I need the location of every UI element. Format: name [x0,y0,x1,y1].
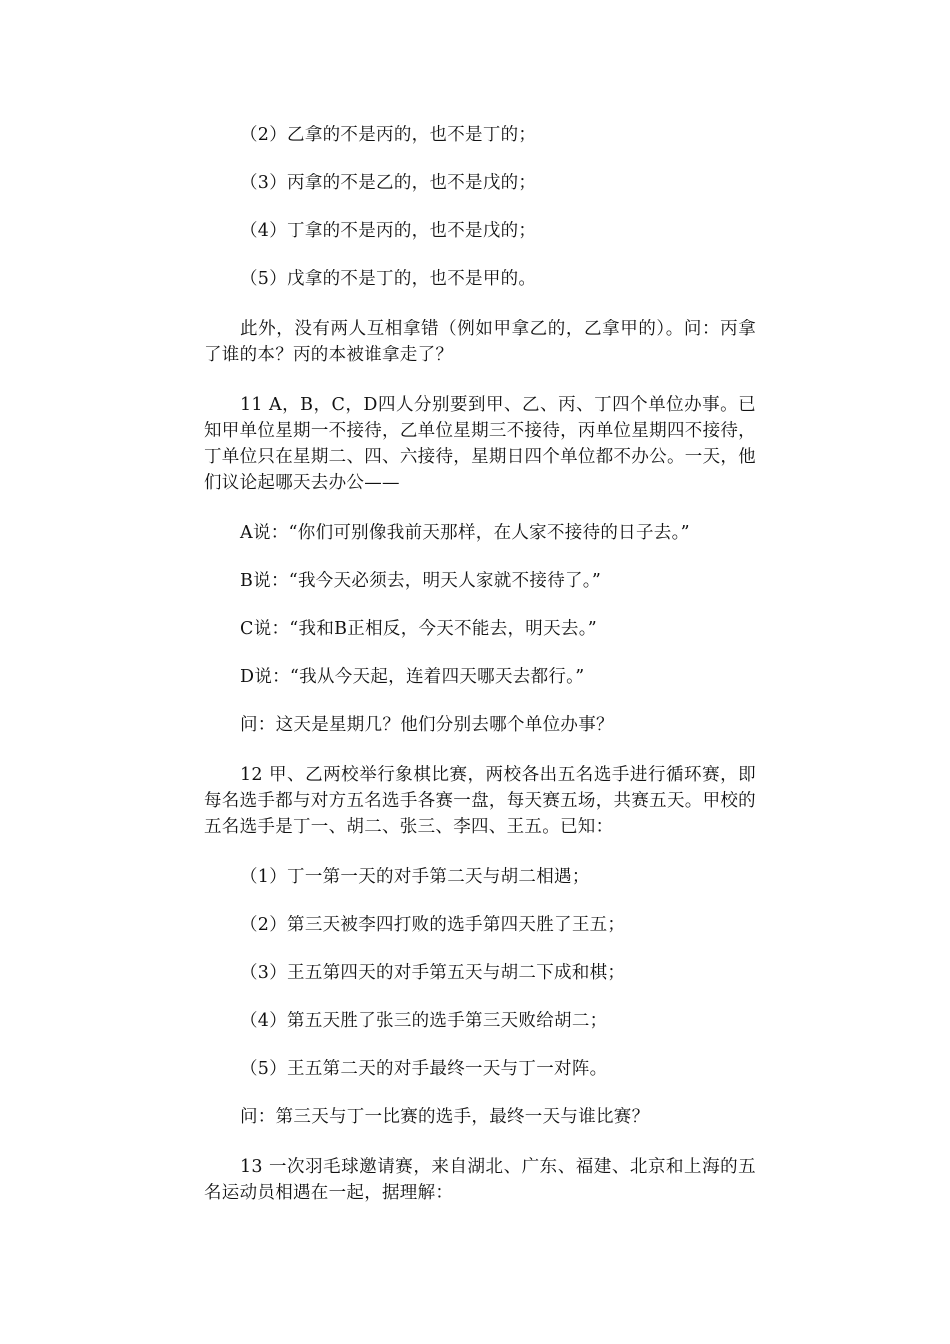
paragraph-a-says: A说：“你们可别像我前天那样，在人家不接待的日子去。” [240,523,690,543]
paragraph-clue-3: （3）丙拿的不是乙的，也不是戊的； [240,173,537,193]
paragraph-question-12: 问：第三天与丁一比赛的选手，最终一天与谁比赛？ [240,1107,650,1127]
paragraph-d-says: D说：“我从今天起，连着四天哪天去都行。” [240,667,585,687]
paragraph-question-10: 此外，没有两人互相拿错（例如甲拿乙的，乙拿甲的）。问：丙拿了谁的本？丙的本被谁拿走了？ [204,319,756,365]
paragraph-clue-2: （2）乙拿的不是丙的，也不是丁的； [240,125,537,145]
paragraph-b-says: B说：“我今天必须去，明天人家就不接待了。” [240,571,602,591]
paragraph-clue-5: （5）戊拿的不是丁的，也不是甲的。 [240,269,537,289]
paragraph-clue-12-2: （2）第三天被李四打败的选手第四天胜了王五； [240,915,626,935]
text-column [204,122,756,1206]
paragraph-problem-12: 12 甲、乙两校举行象棋比赛，两校各出五名选手进行循环赛，即每名选手都与对方五名选手各赛一盘，每天赛五场，共赛五天。甲校的五名选手是丁一、胡二、张三、李四、王五。已知： [204,765,756,837]
paragraph-c-says: C说：“我和B正相反，今天不能去，明天去。” [240,619,597,639]
paragraph-problem-11: 11 A，B，C，D四人分别要到甲、乙、丙、丁四个单位办事。已知甲单位星期一不接待，乙单位星期三不接待，丙单位星期四不接待，丁单位只在星期二、四、六接待，星期日四个单位都不办公。一天，他们议论起哪天去办公—— [204,395,756,493]
paragraph-clue-12-1: （1）丁一第一天的对手第二天与胡二相遇； [240,867,590,887]
paragraph-clue-12-5: （5）王五第二天的对手最终一天与丁一对阵。 [240,1059,608,1079]
paragraph-question-11: 问：这天是星期几？他们分别去哪个单位办事？ [240,715,614,735]
paragraph-clue-4: （4）丁拿的不是丙的，也不是戊的； [240,221,537,241]
paragraph-clue-12-4: （4）第五天胜了张三的选手第三天败给胡二； [240,1011,608,1031]
paragraph-problem-13: 13 一次羽毛球邀请赛，来自湖北、广东、福建、北京和上海的五名运动员相遇在一起，据理解： [204,1157,756,1203]
paragraph-clue-12-3: （3）王五第四天的对手第五天与胡二下成和棋； [240,963,626,983]
